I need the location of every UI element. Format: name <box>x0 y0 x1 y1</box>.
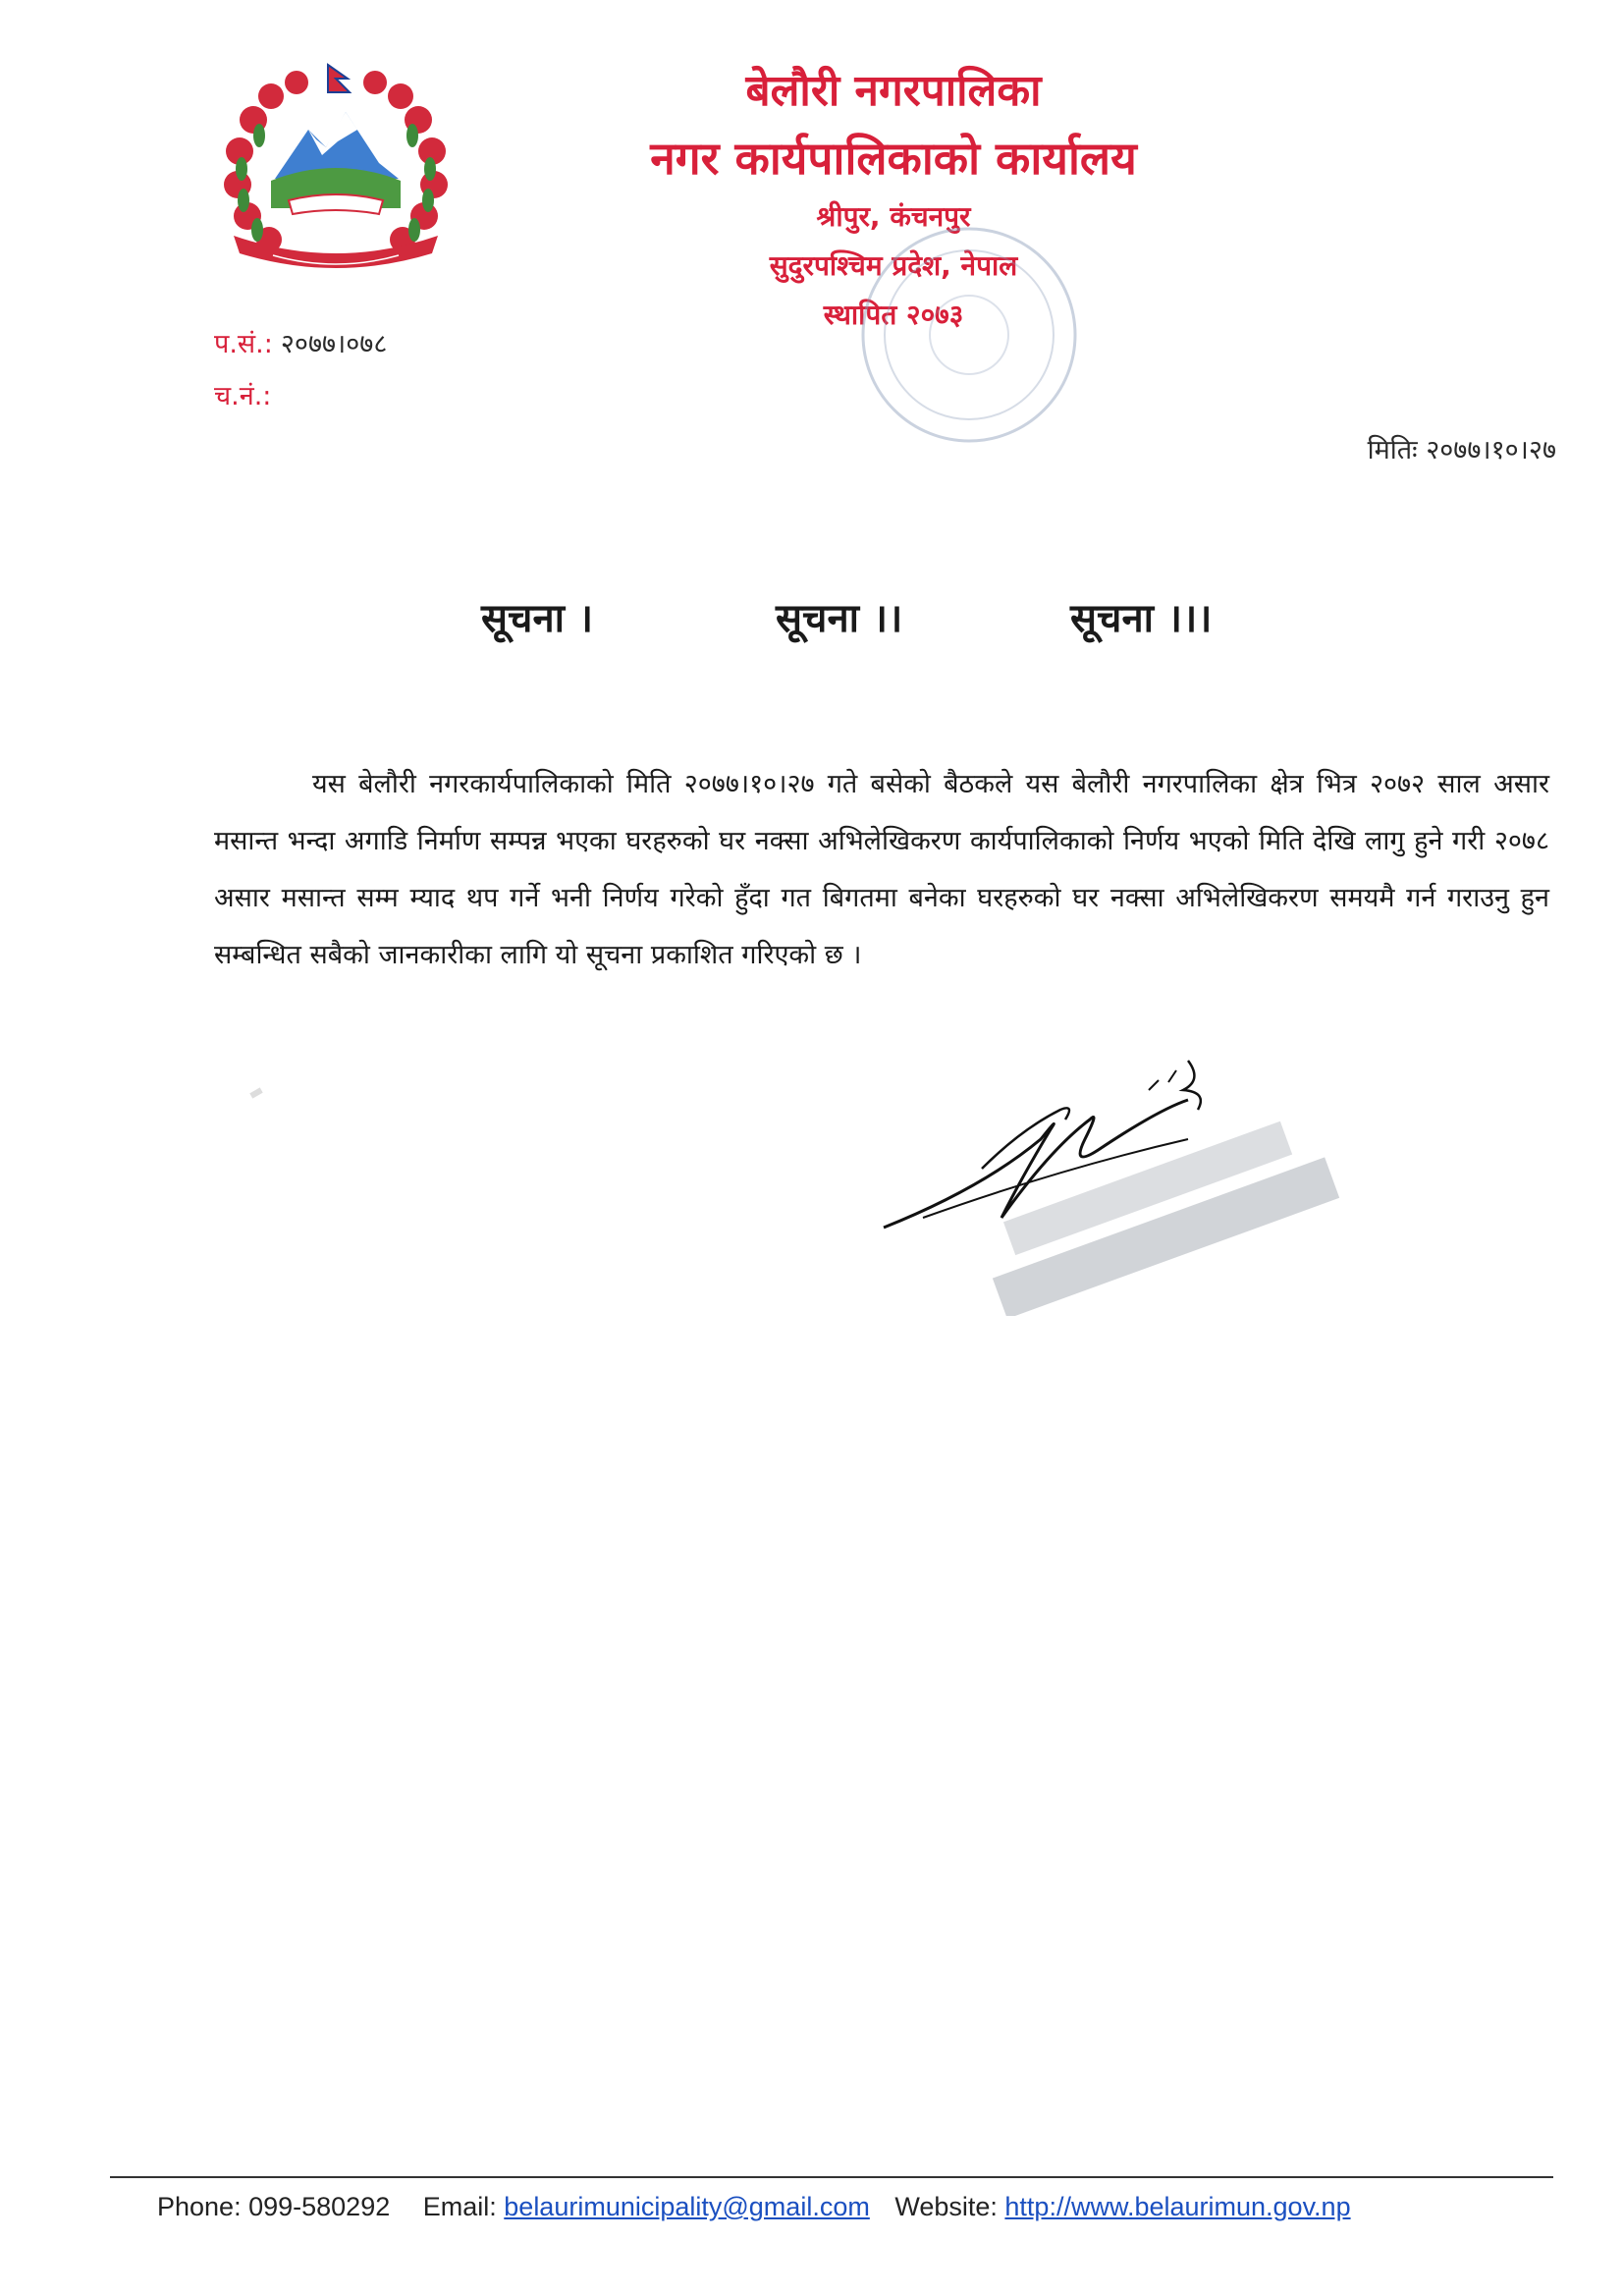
email-label: Email: <box>422 2192 497 2221</box>
reference-number <box>214 324 387 360</box>
website-link[interactable]: http://www.belaurimun.gov.np <box>1004 2192 1351 2221</box>
phone-label: Phone: <box>157 2192 242 2221</box>
footer-divider <box>110 2176 1553 2178</box>
nepal-emblem-logo <box>214 61 458 275</box>
notice-heading <box>471 589 1316 648</box>
dispatch-number <box>214 376 279 412</box>
date-value: २०७७।१०।२७ <box>1426 435 1556 465</box>
phone-value: 099-580292 <box>248 2192 391 2221</box>
dispatch-label: च.नं.: <box>214 381 272 411</box>
email-link[interactable]: belaurimunicipality@gmail.com <box>504 2192 870 2221</box>
footer-contact <box>157 2192 1571 2222</box>
letter-date <box>1368 430 1556 466</box>
notice-word-2: सूचना ।। <box>776 596 903 641</box>
scan-speck <box>249 1087 262 1098</box>
office-seal-stamp <box>846 212 1092 458</box>
signature-and-stamp <box>864 1021 1375 1316</box>
notice-body: यस बेलौरी नगरकार्यपालिकाको मिति २०७७।१०।२७ गते बसेको बैठकले यस बेलौरी नगरपालिका क्षेत्र भित्र २०७२ साल असार मसान्त भन्दा अगाडि निर्माण सम्पन्न भएका घरहरुको घर नक्सा अभिलेखिकरण कार्यपालिकाको निर्णय भएको मिति देखि लागु हुने गरी २०७८ असार मसान्त सम्म म्याद थप गर्ने भनी निर्णय गरेको हुँदा गत बिगतमा बनेका घरहरुको घर नक्सा अभिलेखिकरण समयमै गर्न गराउनु हुन सम्बन्धित सबैको जानकारीका लागि यो सूचना प्रकाशित गरिएको छ । <box>214 769 1549 970</box>
address-line-1: श्रीपुर, कंचनपुर <box>816 200 971 233</box>
office-name: नगर कार्यपालिकाको कार्यालय <box>650 132 1137 185</box>
date-label: मितिः <box>1367 435 1418 465</box>
municipality-name: बेलौरी नगरपालिका <box>745 66 1042 116</box>
notice-word-3: सूचना ।।। <box>1070 596 1213 641</box>
reference-label: प.सं.: <box>214 329 273 359</box>
website-label: Website: <box>894 2192 998 2221</box>
reference-value: २०७७।०७८ <box>280 329 388 359</box>
notice-word-1: सूचना । <box>481 596 594 641</box>
address-line-2: सुदुरपश्चिम प्रदेश, नेपाल <box>769 249 1018 282</box>
established-year: स्थापित २०७३ <box>823 299 964 331</box>
